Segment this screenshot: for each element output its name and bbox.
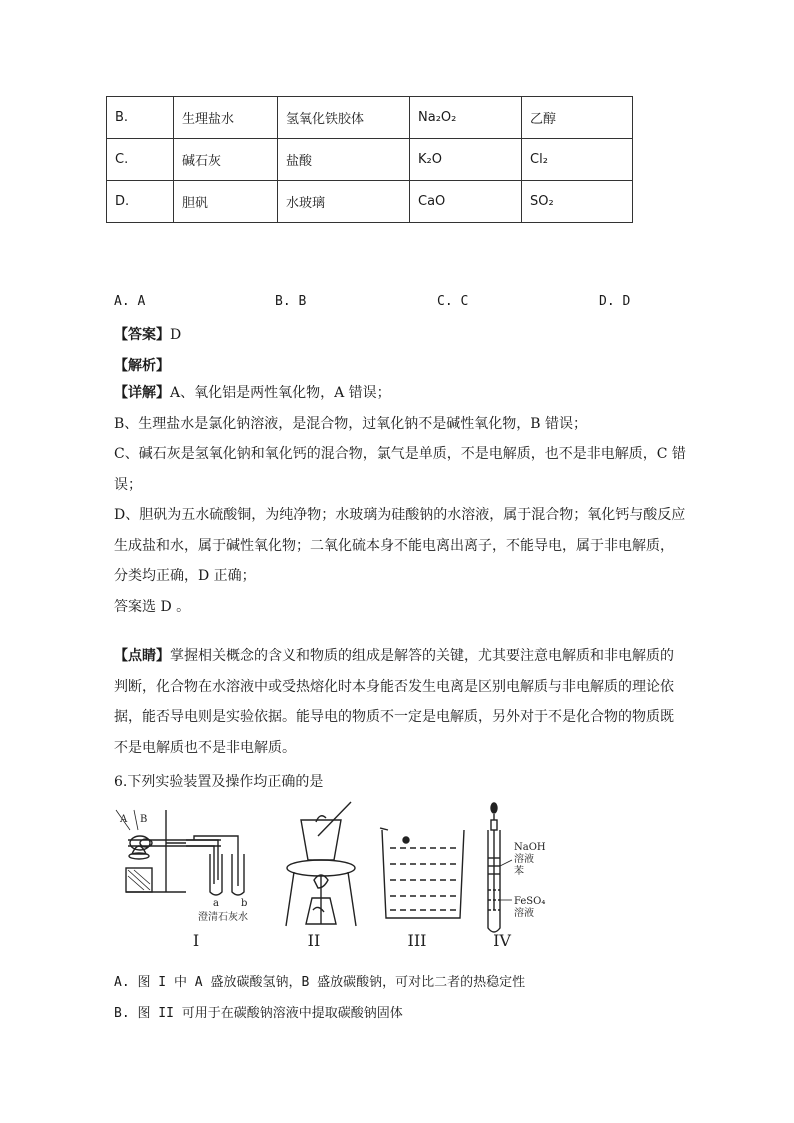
detail-line-5: D、胆矾为五水硫酸铜，为纯净物；水玻璃为硅酸钠的水溶液，属于混合物；氧化钙与酸反应 [114,507,686,523]
apparatus-III [380,828,464,918]
q5-option-c: C. C [437,294,469,309]
apparatus-IV [488,803,512,932]
tip-tag: 【点睛】 [114,648,170,664]
label-a: a [213,898,219,909]
detail-line-1: 【详解】A、氧化铝是两性氧化物，A 错误； [114,385,391,401]
table-cell: K₂O [410,139,522,181]
analysis-tag: 【解析】 [114,358,170,374]
table-row [107,97,633,139]
table-cell: B. [107,97,174,139]
q5-options [114,294,654,312]
table-cell: Na₂O₂ [410,97,522,139]
table-cell: Cl₂ [522,139,633,181]
detail-tag: 【详解】 [114,385,170,401]
apparatus-I [116,810,244,895]
label-A: A [120,814,128,825]
answer-value: D [170,327,182,343]
tip-line-1: 【点睛】掌握相关概念的含义和物质的组成是解答的关键，尤其要注意电解质和非电解质的 [114,648,674,664]
label-feso4-solution: 溶液 [514,908,534,919]
table-cell: 胆矾 [174,181,278,223]
table-cell: 氢氧化铁胶体 [278,97,410,139]
table-cell: 碱石灰 [174,139,278,181]
detail-line-8: 答案选 D 。 [114,598,191,615]
classification-table [106,96,633,223]
table-cell: 水玻璃 [278,181,410,223]
figure-label-II: II [307,931,321,950]
tip-line-2: 判断，化合物在水溶液中或受热熔化时本身能否发生电离是区别电解质与非电解质的理论依 [114,678,674,695]
label-limewater: 澄清石灰水 [198,912,248,923]
q5-option-b: B. B [275,294,307,309]
detail-line-7: 分类均正确，D 正确； [114,568,256,584]
detail-line-4: 误； [114,476,142,493]
figure-label-IV: IV [493,931,511,950]
q6-option-b: B. 图 II 可用于在碳酸钠溶液中提取碳酸钠固体 [114,1006,403,1021]
apparatus-II [286,802,356,926]
table-cell: 盐酸 [278,139,410,181]
q5-option-a: A. A [114,294,146,309]
detail-line-6: 生成盐和水，属于碱性氧化物；二氧化硫本身不能电离出离子，不能导电，属于非电解质， [114,537,674,554]
apparatus-figure [106,800,546,950]
detail-line-2: B、生理盐水是氯化钠溶液，是混合物，过氧化钠不是碱性氧化物，B 错误； [114,415,588,432]
table-cell: 乙醇 [522,97,633,139]
detail-line-3: C、碱石灰是氢氧化钠和氧化钙的混合物，氯气是单质，不是电解质，也不是非电解质，C 错 [114,446,686,462]
table-cell: CaO [410,181,522,223]
analysis-heading [114,355,170,375]
question-6-stem: 6.下列实验装置及操作均正确的是 [114,774,324,790]
detail-paragraph [114,378,694,622]
tip-paragraph [114,641,694,763]
table-row [107,139,633,181]
q5-option-d: D. D [599,294,631,309]
answer-line [114,324,181,344]
tip-line-3: 据，能否导电则是实验依据。能导电的物质不一定是电解质，另外对于不是化合物的物质既 [114,709,674,725]
table-cell: D. [107,181,174,223]
label-b: b [241,898,248,909]
label-naoh: NaOH [514,842,546,853]
label-B: B [140,814,148,825]
answer-tag: 【答案】 [114,327,170,343]
figure-label-I: I [192,931,200,950]
tip-line-4: 不是电解质也不是非电解质。 [114,739,296,756]
label-naoh-solution: 溶液 [514,854,534,865]
table-row [107,181,633,223]
table-cell: C. [107,139,174,181]
label-feso4: FeSO₄ [514,896,546,907]
table-cell: 生理盐水 [174,97,278,139]
figure-label-III: III [407,931,427,950]
table-cell: SO₂ [522,181,633,223]
q6-option-a: A. 图 I 中 A 盛放碳酸氢钠，B 盛放碳酸钠，可对比二者的热稳定性 [114,975,526,990]
label-benzene: 苯 [514,866,524,877]
